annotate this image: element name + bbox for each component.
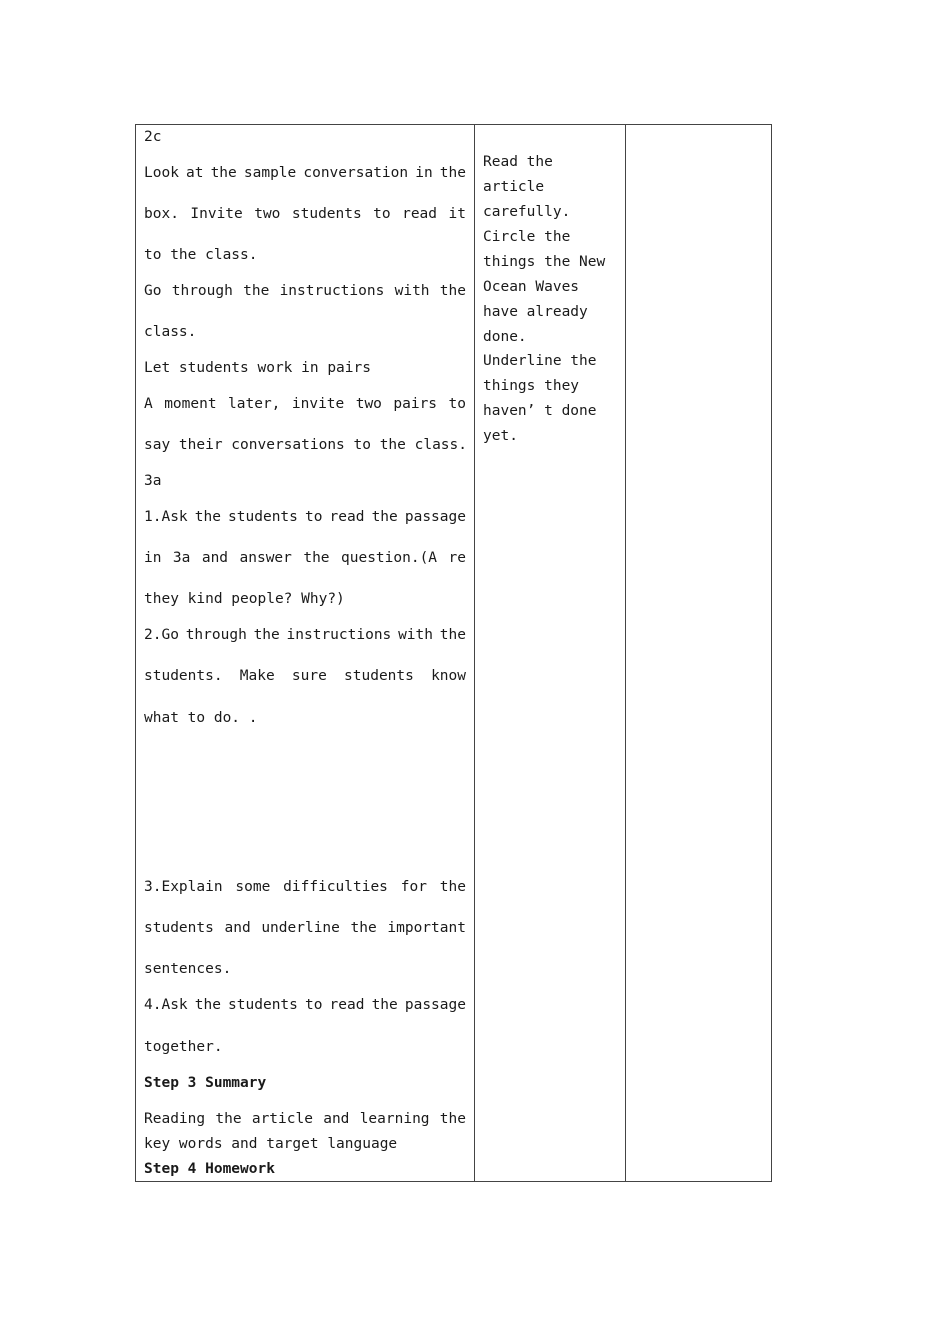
word: students: [344, 668, 414, 684]
word: read: [329, 509, 365, 525]
word: 1.Ask: [144, 509, 188, 525]
word: moment: [164, 396, 217, 412]
word: and: [201, 550, 229, 566]
text-line: [144, 163, 466, 183]
student-text-line: done.: [483, 329, 527, 345]
word: some: [235, 879, 271, 895]
word: and: [323, 1111, 350, 1127]
word: and: [224, 920, 251, 936]
student-text-line: things they: [483, 378, 580, 394]
word: the: [439, 283, 466, 299]
text-line: key words and target language: [144, 1136, 398, 1152]
word: the: [371, 509, 398, 525]
student-text-line: have already: [483, 304, 588, 320]
word: to: [448, 396, 466, 412]
text-line: together.: [144, 1039, 223, 1055]
word: two: [355, 396, 382, 412]
text-line: they kind people? Why?): [144, 591, 345, 607]
word: 3a: [172, 550, 191, 566]
word: Look: [144, 165, 179, 181]
word: in: [415, 165, 433, 181]
text-line: Let students work in pairs: [144, 360, 371, 376]
step-4-heading: Step 4 Homework: [144, 1161, 275, 1177]
student-text-line: Circle the: [483, 229, 571, 245]
text-line: [144, 877, 466, 897]
section-label-2c: 2c: [144, 129, 162, 145]
word: the: [371, 997, 398, 1013]
word: the: [303, 550, 330, 566]
word: answer: [239, 550, 292, 566]
word: the: [253, 627, 280, 643]
word: the: [210, 165, 237, 181]
word: the: [439, 1111, 466, 1127]
word: students.: [144, 668, 223, 684]
word: through: [171, 283, 233, 299]
student-text-line: Underline the: [483, 353, 597, 369]
step-3-heading: Step 3 Summary: [144, 1075, 267, 1091]
word: conversation: [303, 165, 409, 181]
word: sample: [243, 165, 297, 181]
word: box.: [144, 206, 179, 222]
text-line: say their conversations to the class.: [144, 437, 468, 453]
student-text-line: Ocean Waves: [483, 279, 580, 295]
text-line: [144, 1109, 466, 1129]
word: know: [431, 668, 466, 684]
word: important: [387, 920, 466, 936]
word: the: [439, 627, 466, 643]
word: two: [254, 206, 281, 222]
text-line: [144, 548, 466, 568]
word: the: [194, 997, 221, 1013]
column-divider: [625, 125, 626, 1181]
word: the: [194, 509, 221, 525]
word: pairs: [393, 396, 438, 412]
student-text-line: article: [483, 179, 545, 195]
word: read: [329, 997, 365, 1013]
word: article: [251, 1111, 313, 1127]
word: through: [185, 627, 247, 643]
word: question.(A: [341, 550, 438, 566]
word: learning: [359, 1111, 430, 1127]
text-line: [144, 995, 466, 1015]
word: with: [398, 627, 433, 643]
text-line: [144, 204, 466, 224]
word: Make: [239, 668, 275, 684]
word: read: [402, 206, 438, 222]
student-text-line: carefully.: [483, 204, 571, 220]
word: with: [394, 283, 430, 299]
word: Reading: [144, 1111, 206, 1127]
word: later,: [228, 396, 281, 412]
word: A: [144, 396, 153, 412]
word: in: [144, 550, 162, 566]
word: the: [439, 879, 466, 895]
student-text-line: haven’ t done: [483, 403, 597, 419]
word: students: [291, 206, 362, 222]
word: re: [448, 550, 466, 566]
text-line: what to do. .: [144, 710, 258, 726]
word: Go: [144, 283, 162, 299]
word: the: [243, 283, 270, 299]
word: invite: [291, 396, 345, 412]
student-text-line: things the New: [483, 254, 606, 270]
text-line: [144, 625, 466, 645]
word: to: [304, 509, 323, 525]
word: difficulties: [283, 879, 388, 895]
word: for: [400, 879, 427, 895]
text-line: class.: [144, 324, 197, 340]
word: at: [186, 165, 204, 181]
word: students: [144, 920, 214, 936]
word: the: [350, 920, 377, 936]
word: instructions: [279, 283, 385, 299]
word: 2.Go: [144, 627, 179, 643]
student-text-line: Read the: [483, 154, 553, 170]
word: instructions: [286, 627, 392, 643]
word: students: [228, 997, 298, 1013]
text-line: sentences.: [144, 961, 232, 977]
section-label-3a: 3a: [144, 473, 162, 489]
word: 3.Explain: [144, 879, 223, 895]
word: Invite: [190, 206, 243, 222]
text-line: to the class.: [144, 247, 258, 263]
word: the: [439, 165, 466, 181]
word: underline: [261, 920, 340, 936]
word: to: [304, 997, 323, 1013]
word: to: [373, 206, 391, 222]
student-text-line: yet.: [483, 428, 518, 444]
word: it: [448, 206, 466, 222]
word: students: [228, 509, 298, 525]
word: passage: [404, 997, 466, 1013]
word: sure: [291, 668, 327, 684]
text-line: [144, 281, 466, 301]
text-line: [144, 918, 466, 938]
word: passage: [404, 509, 466, 525]
text-line: [144, 394, 466, 414]
word: 4.Ask: [144, 997, 188, 1013]
text-line: [144, 666, 466, 686]
text-line: [144, 507, 466, 527]
column-divider: [474, 125, 475, 1181]
word: the: [215, 1111, 242, 1127]
